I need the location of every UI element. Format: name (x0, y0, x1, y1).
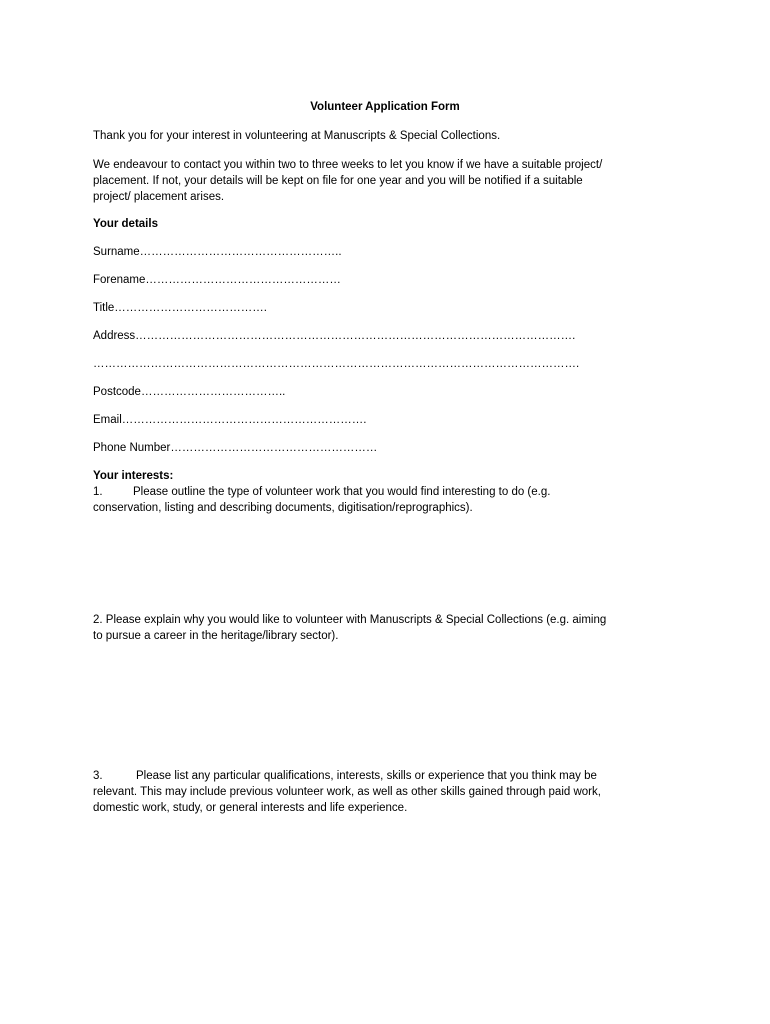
interests-heading: Your interests: (93, 470, 174, 482)
question-text: conservation, listing and describing documents, digitisation/reprographics). (93, 502, 473, 514)
postcode-field[interactable]: Postcode……………………………….. (93, 386, 286, 398)
question-number: 1. (93, 486, 103, 498)
form-title: Volunteer Application Form (310, 101, 460, 113)
question-text: relevant. This may include previous volunteer work, as well as other skills gained through paid work, (93, 786, 601, 798)
address-line2-field[interactable]: ………………………………………………………………………………………………………………. (93, 358, 580, 370)
contact-line: We endeavour to contact you within two to three weeks to let you know if we have a suitable project/ (93, 159, 603, 171)
contact-line: placement. If not, your details will be kept on file for one year and you will be notified if a suitable (93, 175, 583, 187)
intro-text: Thank you for your interest in volunteering at Manuscripts & Special Collections. (93, 130, 501, 142)
email-field[interactable]: Email………………………………………………………. (93, 414, 367, 426)
question-text: 2. Please explain why you would like to volunteer with Manuscripts & Special Collections (e.g. aiming (93, 614, 607, 626)
question-1 (93, 484, 683, 516)
question-3 (93, 768, 683, 816)
title-field[interactable]: Title…………………………………. (93, 302, 267, 314)
contact-line: project/ placement arises. (93, 191, 225, 203)
question-text: to pursue a career in the heritage/library sector). (93, 630, 339, 642)
question-text: Please list any particular qualifications, interests, skills or experience that you think may be (136, 770, 597, 782)
address-field[interactable]: Address……………………………………………………………………………………………………. (93, 330, 576, 342)
forename-field[interactable]: Forename…………………………………………… (93, 274, 341, 286)
question-2 (93, 612, 683, 644)
question-text: Please outline the type of volunteer work that you would find interesting to do (e.g. (133, 486, 551, 498)
contact-paragraph (93, 157, 683, 205)
surname-field[interactable]: Surname…………………………………………….. (93, 246, 342, 258)
details-heading: Your details (93, 218, 158, 230)
phone-field[interactable]: Phone Number……………………………………………… (93, 442, 378, 454)
question-number: 3. (93, 770, 103, 782)
question-text: domestic work, study, or general interests and life experience. (93, 802, 408, 814)
